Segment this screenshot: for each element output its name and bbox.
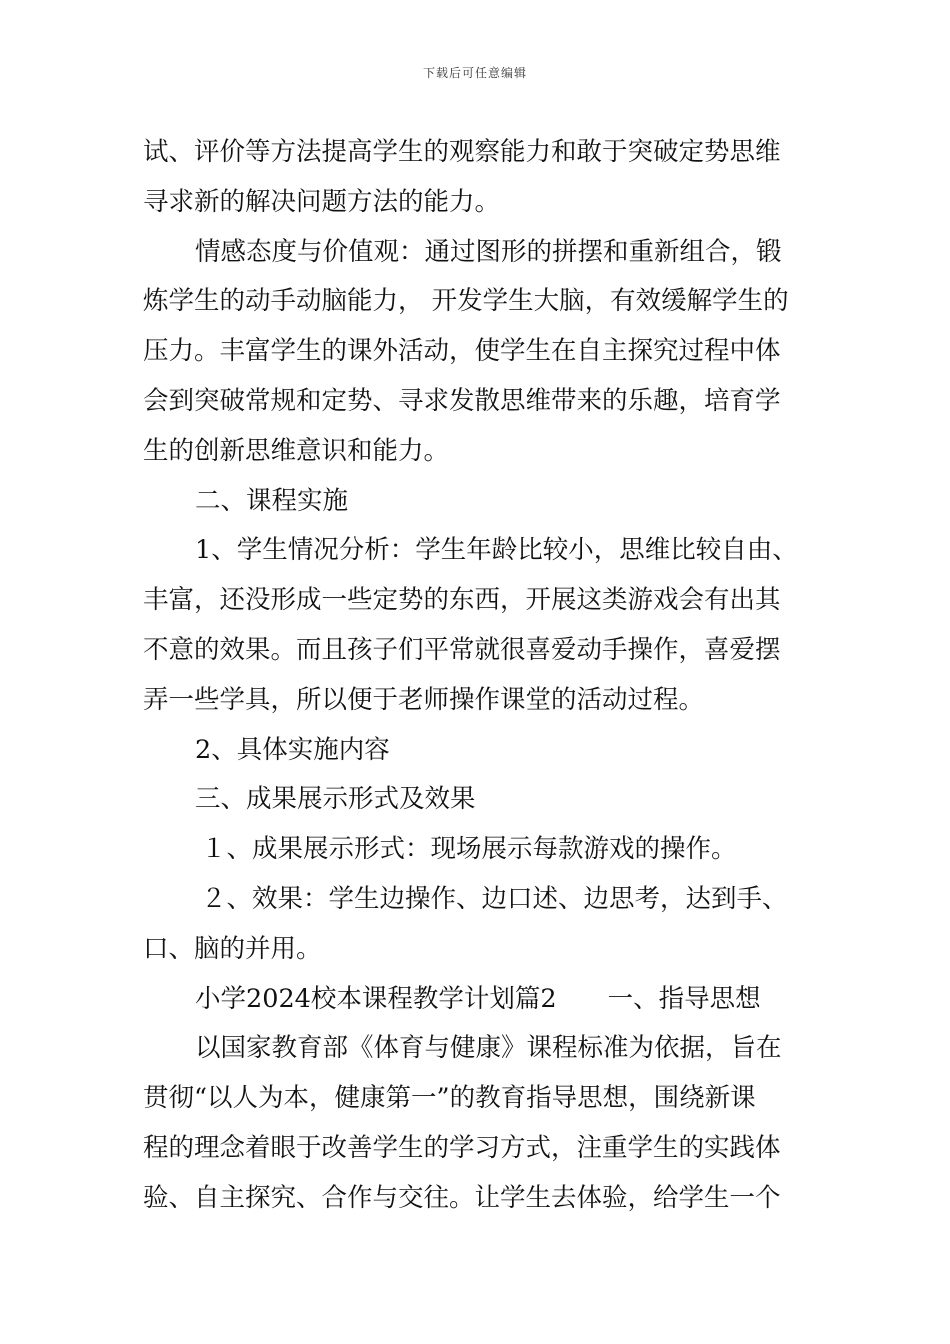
text-line: 弄一些学具，所以便于老师操作课堂的活动过程。 [143,684,705,715]
text-line: 会到突破常规和定势、寻求发散思维带来的乐趣，培育学 [143,385,781,416]
text-line: 情感态度与价值观：通过图形的拼摆和重新组合，锻 [195,236,782,267]
text-line: 生的创新思维意识和能力。 [143,435,450,466]
document-body [143,128,807,1224]
article-title-line: 小学2024校本课程教学计划篇2 一、指导思想 [195,983,761,1014]
text-line: １、成果展示形式：现场展示每款游戏的操作。 [201,834,737,865]
page-header: 下载后可任意编辑 [422,66,527,80]
text-line: 试、评价等方法提高学生的观察能力和敢于突破定势思维 [143,137,781,167]
section-heading: 二、课程实施 [195,485,349,516]
text-line: 丰富，还没形成一些定势的东西，开展这类游戏会有出其 [143,585,781,616]
text-line: 寻求新的解决问题方法的能力。 [143,186,501,217]
text-line: 不意的效果。而且孩子们平常就很喜爱动手操作，喜爱摆 [143,634,781,665]
text-line: 1、学生情况分析：学生年龄比较小，思维比较自由、 [195,535,798,566]
text-line: 程的理念着眼于改善学生的学习方式，注重学生的实践体 [143,1132,781,1163]
subsection-heading: 2、具体实施内容 [195,734,390,765]
text-line: 压力。丰富学生的课外活动，使学生在自主探究过程中体 [143,336,781,367]
text-line: ２、效果：学生边操作、边口述、边思考，达到手、 [201,883,788,914]
text-line: 以国家教育部《体育与健康》课程标准为依据，旨在 [195,1033,782,1064]
text-line: 验、自主探究、合作与交往。让学生去体验，给学生一个 [143,1182,781,1213]
text-line: 炼学生的动手动脑能力， 开发学生大脑，有效缓解学生的 [143,286,789,317]
text-line: 贯彻“以人为本，健康第一”的教育指导思想，围绕新课 [143,1083,756,1114]
section-heading: 三、成果展示形式及效果 [195,784,476,815]
text-line: 口、脑的并用。 [143,933,322,964]
